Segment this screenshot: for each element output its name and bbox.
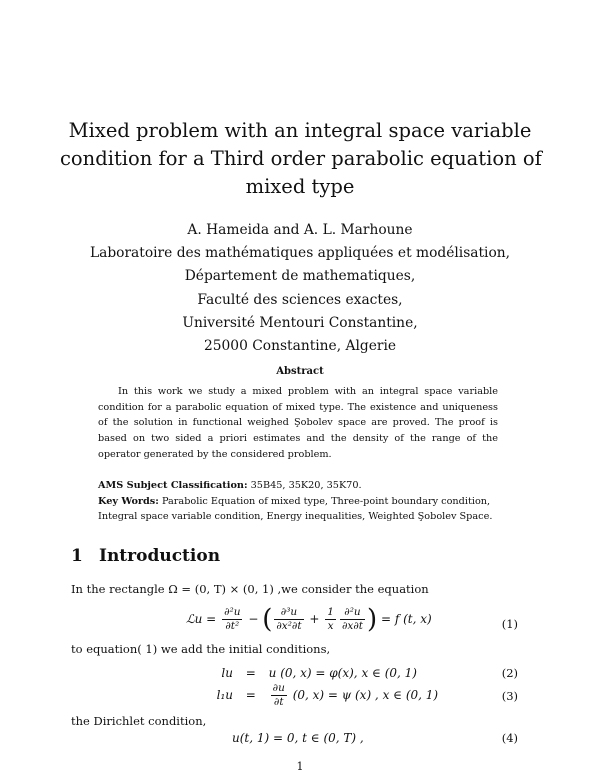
eq3-rhs: (0, x) = ψ (x) , x ∈ (0, 1)	[292, 688, 439, 702]
section-title: Introduction	[99, 546, 221, 566]
keywords-text-1: Parabolic Equation of mixed type, Three-point boundary condition,	[161, 495, 491, 507]
eq1-fraction-4: $\frac{\text{∂²u}}{\partial x\partial t}$	[341, 606, 363, 632]
equation-1-number: (1)	[501, 617, 518, 631]
eq2-equals: =	[245, 666, 256, 680]
affiliation-line-4: Université Mentouri Constantine,	[182, 314, 418, 331]
equation-3	[199, 682, 438, 709]
dirichlet-text: the Dirichlet condition,	[71, 714, 207, 728]
eq3-equals: =	[245, 688, 256, 702]
section-heading	[71, 546, 220, 566]
eq1-lhs: ℒu =	[186, 612, 217, 626]
title-line-1: Mixed problem with an integral space variable	[68, 119, 532, 142]
affiliation-line-1: Laboratoire des mathématiques appliquées et modélisation,	[89, 245, 511, 262]
affiliation-line-3: Faculté des sciences exactes,	[197, 291, 403, 308]
ams-value: 35B45, 35K20, 35K70.	[250, 480, 362, 491]
abstract-body	[98, 384, 498, 463]
affiliation-line-5: 25000 Constantine, Algerie	[203, 338, 397, 355]
ams-label: AMS Subject Classification:	[98, 480, 248, 491]
eq2-rhs: u (0, x) = φ(x), x ∈ (0, 1)	[268, 666, 417, 680]
abstract-text: In this work we study a mixed problem with an integral space variable condition for a parabolic equation of mixed type. The existence and uniqueness of the solution in functional weighed Şobolev space are proved. The proof is based on two sided a priori estimates and the density of the range of the operator generated by the considered problem.	[98, 386, 498, 460]
eq3-lhs: l₁u	[216, 688, 233, 702]
authors: A. Hameida and A. L. Marhoune	[187, 222, 413, 238]
eq2-lhs: lu	[221, 666, 233, 680]
title-line-2: condition for a Third order parabolic equation of	[60, 147, 542, 170]
keywords-label: Key Words:	[98, 495, 159, 507]
equation-1	[186, 606, 432, 633]
eq1-fraction-2: $\frac{\text{∂³u}}{\text{∂x²∂t}}$	[276, 606, 302, 632]
equation-4: u(t, 1) = 0, t ∈ (0, T) ,	[232, 731, 364, 745]
title-line-3: mixed type	[245, 175, 355, 198]
initial-conditions-text: to equation( 1) we add the initial conditions,	[71, 642, 331, 656]
intro-text: In the rectangle Ω = (0, T) × (0, 1) ,we consider the equation	[71, 582, 429, 596]
eq1-rhs: = f (t, x)	[380, 612, 432, 626]
paper-title	[60, 117, 540, 201]
eq3-fraction: $\frac{\partial u}{\partial t}$	[272, 682, 285, 708]
eq1-fraction-1: $\frac{\text{∂²u}}{\text{∂t²}}$	[224, 606, 241, 632]
equation-3-number: (3)	[501, 689, 518, 703]
abstract-heading: Abstract	[276, 366, 324, 377]
affiliation-line-2: Département de mathematiques,	[184, 268, 416, 285]
eq1-plus: +	[309, 612, 320, 626]
equation-2	[199, 666, 417, 680]
eq1-paren-close: )	[366, 604, 378, 635]
eq1-fraction-3: $\frac{1}{x}$	[327, 606, 334, 632]
eq1-paren-open: (	[262, 604, 273, 635]
equation-2-number: (2)	[501, 666, 518, 680]
keywords-line-2: Integral space variable condition, Energy inequalities, Weighted Şobolev Space.	[98, 511, 493, 523]
keywords-block	[98, 478, 518, 525]
ams-line	[98, 478, 518, 494]
page-number: 1	[296, 760, 304, 773]
keywords-line-1	[98, 494, 518, 510]
author-block	[60, 219, 540, 358]
eq1-minus: −	[248, 612, 259, 626]
equation-4-number: (4)	[501, 731, 518, 745]
section-number: 1	[71, 546, 83, 566]
